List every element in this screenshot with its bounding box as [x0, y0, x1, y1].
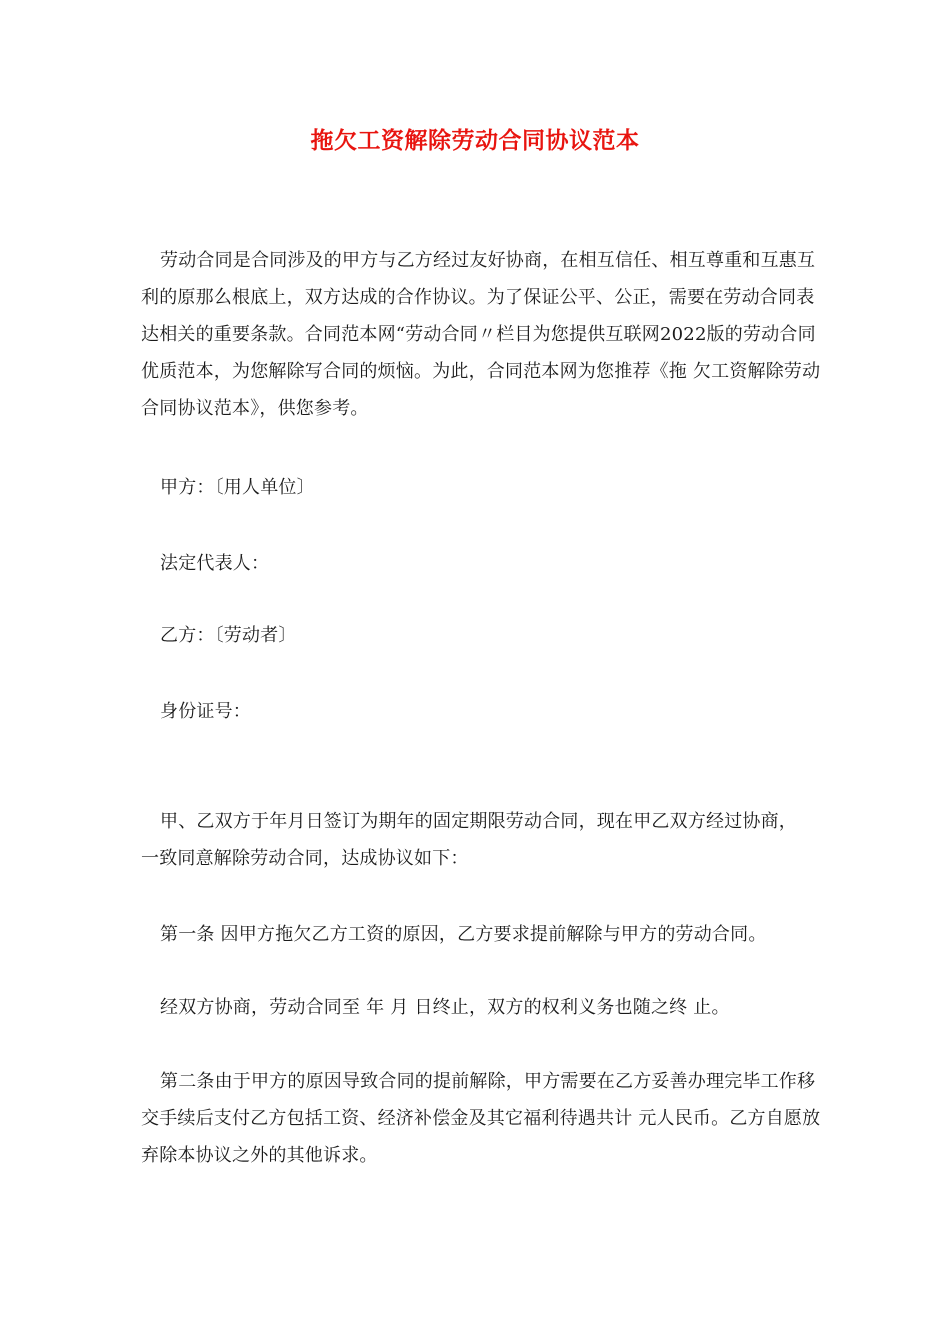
id-number-line: 身份证号：: [160, 701, 251, 722]
article-2: 第二条由于甲方的原因导致合同的提前解除，甲方需要在乙方妥善办理完毕工作移交手续后支付乙方包括工资、经济补偿金及其它福利待遇共计 元人民币。乙方自愿放弃除本协议之外的其他诉求。: [141, 1071, 821, 1166]
intro-paragraph: 劳动合同是合同涉及的甲方与乙方经过友好协商，在相互信任、相互尊重和互惠互利的原那么根底上，双方达成的合作协议。为了保证公平、公正，需要在劳动合同表达相关的重要条款。合同范本网“劳动合同〃栏目为您提供互联网2022版的劳动合同优质范本，为您解除写合同的烦恼。为此，合同范本网为您推荐《拖 欠工资解除劳动合同协议范本》，供您参考。: [141, 250, 821, 419]
article-1: 第一条 因甲方拖欠乙方工资的原因，乙方要求提前解除与甲方的劳动合同。: [160, 924, 767, 945]
document-title: 拖欠工资解除劳动合同协议范本: [310, 127, 640, 154]
party-b-line: 乙方：〔劳动者〕: [160, 625, 297, 646]
party-a-line: 甲方：〔用人单位〕: [160, 477, 315, 498]
preamble-paragraph: 甲、乙双方于年月日签订为期年的固定期限劳动合同，现在甲乙双方经过协商， 一致同意解除劳动合同，达成协议如下：: [141, 811, 797, 869]
legal-representative-line: 法定代表人：: [160, 553, 270, 574]
article-1-continuation: 经双方协商，劳动合同至 年 月 日终止，双方的权利义务也随之终 止。: [160, 997, 730, 1018]
